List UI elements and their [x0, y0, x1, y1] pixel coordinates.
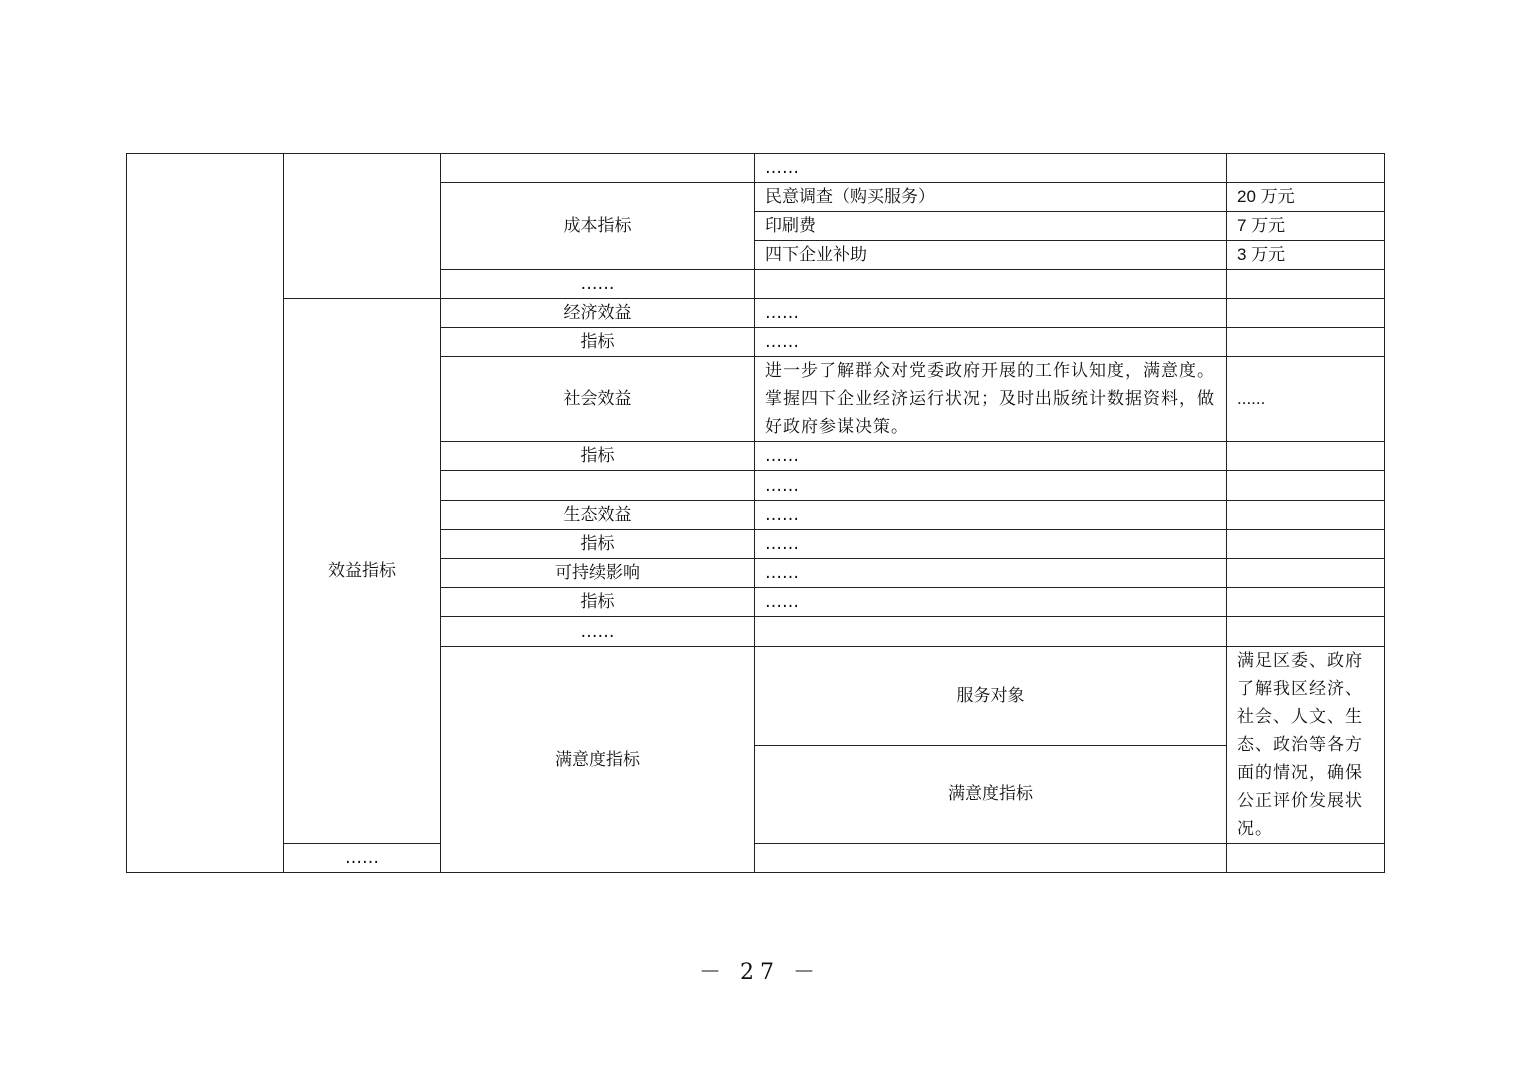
sustainable-impact-label: 可持续影响 [441, 559, 755, 588]
service-target-label: 服务对象 [755, 647, 1227, 746]
satisfaction-desc: 满足区委、政府了解我区经济、社会、人文、生态、政治等各方面的情况，确保公正评价发展状况。 [1227, 647, 1385, 844]
empty-cell [755, 270, 1227, 299]
ecological-benefit-desc: …… [755, 501, 1227, 530]
satisfaction-more-ellipsis: …… [284, 844, 441, 873]
empty-cell [1227, 471, 1385, 501]
indicator-desc: …… [755, 530, 1227, 559]
cost-item-value: 20 万元 [1227, 183, 1385, 212]
table-row [127, 844, 1385, 873]
first-column-merged-cell [127, 154, 284, 873]
cost-item-desc: 民意调查（购买服务） [755, 183, 1227, 212]
blank-row-desc: …… [755, 471, 1227, 501]
benefit-more-ellipsis: …… [441, 617, 755, 647]
benefit-indicator-label: 效益指标 [284, 299, 441, 844]
empty-cell [1227, 442, 1385, 471]
second-column-merged-cell [284, 154, 441, 299]
indicator-label: 指标 [441, 442, 755, 471]
economic-benefit-desc: …… [755, 299, 1227, 328]
cost-item-desc: 印刷费 [755, 212, 1227, 241]
social-benefit-label: 社会效益 [441, 357, 755, 442]
cost-more-ellipsis: …… [441, 270, 755, 299]
empty-cell [755, 617, 1227, 647]
empty-cell [441, 154, 755, 183]
empty-cell [1227, 154, 1385, 183]
satisfaction-indicator-sublabel: 满意度指标 [755, 745, 1227, 844]
indicator-desc: …… [755, 442, 1227, 471]
sustainable-impact-desc: …… [755, 559, 1227, 588]
cost-item-value: 3 万元 [1227, 241, 1385, 270]
empty-cell [1227, 844, 1385, 873]
cost-indicator-label: 成本指标 [441, 183, 755, 270]
indicator-desc: …… [755, 328, 1227, 357]
empty-cell [1227, 501, 1385, 530]
indicator-label: 指标 [441, 530, 755, 559]
satisfaction-indicator-label: 满意度指标 [441, 647, 755, 873]
empty-cell [1227, 328, 1385, 357]
economic-benefit-label: 经济效益 [441, 299, 755, 328]
row0-description: …… [755, 154, 1227, 183]
performance-indicator-table [126, 153, 1385, 873]
indicator-desc: …… [755, 588, 1227, 617]
cost-item-desc: 四下企业补助 [755, 241, 1227, 270]
empty-cell [1227, 530, 1385, 559]
empty-cell [1227, 270, 1385, 299]
empty-cell [1227, 617, 1385, 647]
social-benefit-desc: 进一步了解群众对党委政府开展的工作认知度，满意度。掌握四下企业经济运行状况；及时出版统计数据资料，做好政府参谋决策。 [755, 357, 1227, 442]
empty-cell [441, 471, 755, 501]
empty-cell [1227, 559, 1385, 588]
indicator-label: 指标 [441, 588, 755, 617]
empty-cell [1227, 299, 1385, 328]
indicator-label: 指标 [441, 328, 755, 357]
table-row [127, 299, 1385, 328]
social-benefit-value: ...... [1227, 357, 1385, 442]
cost-item-value: 7 万元 [1227, 212, 1385, 241]
empty-cell [755, 844, 1227, 873]
empty-cell [1227, 588, 1385, 617]
page-number: － 27 － [699, 960, 821, 985]
table-row [127, 154, 1385, 183]
ecological-benefit-label: 生态效益 [441, 501, 755, 530]
